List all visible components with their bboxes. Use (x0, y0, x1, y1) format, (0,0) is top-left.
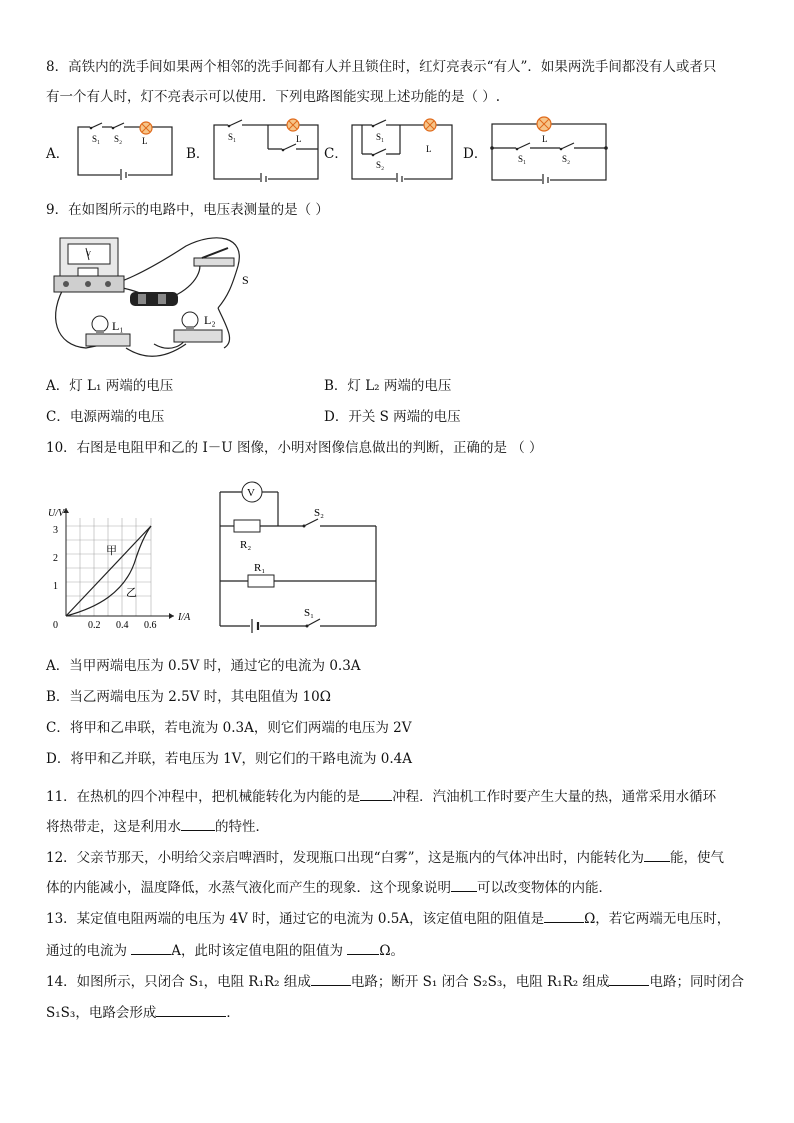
q13-line2 (46, 940, 404, 960)
q8-b-s1-label: S₁ (228, 132, 237, 142)
q10-graph-xlabel: I/A (178, 612, 191, 623)
q8-d-l-label: L (542, 134, 548, 144)
q13-line1 (46, 908, 730, 928)
q8-stem-line1: 8．高铁内的洗手间如果两个相邻的洗手间都有人并且锁住时，红灯亮表示“有人”．如果两洗手间都没有人或者只 (46, 59, 717, 75)
q13-text-5: Ω。 (379, 943, 405, 959)
q13-text-4: A，此时该定值电阻的阻值为 (171, 943, 348, 959)
q8-c-s2-label: S₂ (376, 160, 385, 170)
q10-option-a[interactable]: A．当甲两端电压为 0.5V 时，通过它的电流为 0.3A (46, 658, 361, 674)
q10-curve-jia-label: 甲 (106, 545, 117, 557)
q12-blank-2[interactable] (451, 877, 477, 892)
q12-line1 (46, 847, 724, 867)
q14-text-3: 电路；同时闭合 (649, 974, 744, 990)
q14-blank-2[interactable] (609, 971, 649, 986)
q8-a-s2-label: S₂ (114, 134, 123, 144)
q14-text-5: ． (226, 1005, 240, 1021)
q14-line2 (46, 1002, 240, 1022)
q11-line1 (46, 786, 716, 806)
q12-blank-1[interactable] (644, 847, 670, 862)
q9-option-a[interactable]: A．灯 L₁ 两端的电压 (46, 378, 174, 394)
q12-text-2: 能，使气 (669, 850, 724, 866)
q8-option-b-label[interactable]: B． (186, 146, 210, 162)
q10-stem: 10．右图是电阻甲和乙的 I－U 图像，小明对图像信息做出的判断，正确的是 （ ） (46, 440, 543, 456)
q10-circuit-diagram (212, 478, 382, 634)
q10-circuit-s2-label: S₂ (314, 507, 324, 519)
q11-text-3: 将热带走，这是利用水 (46, 819, 181, 835)
q8-stem-line2: 有一个有人时，灯不亮表示可以使用．下列电路图能实现上述功能的是（ ）. (46, 89, 501, 105)
q10-graph-ytick-0: 0 (53, 620, 58, 631)
q10-option-d[interactable]: D．将甲和乙并联，若电压为 1V，则它们的干路电流为 0.4A (46, 751, 412, 767)
q9-switch-label: S (242, 273, 249, 287)
q10-graph-ytick-2: 2 (53, 553, 58, 564)
q13-text-2: Ω，若它两端无电压时， (584, 911, 731, 927)
q13-text-3: 通过的电流为 (46, 943, 132, 959)
q14-blank-3[interactable] (156, 1002, 226, 1017)
q13-blank-1[interactable] (544, 908, 584, 923)
q12-line2 (46, 877, 612, 897)
q14-text-2: 电路；断开 S₁ 闭合 S₂S₃，电阻 R₁R₂ 组成 (350, 974, 610, 990)
q9-option-b[interactable]: B．灯 L₂ 两端的电压 (324, 378, 452, 394)
q11-line2 (46, 816, 269, 836)
q8-a-l-label: L (142, 136, 148, 146)
q8-b-l-label: L (296, 134, 302, 144)
q10-graph-ytick-3: 3 (53, 525, 58, 536)
q8-d-s2-label: S₂ (562, 154, 571, 164)
q11-text-2: 冲程．汽油机工作时要产生大量的热，通常采用水循环 (392, 789, 717, 805)
q10-circuit-r1-label: R₁ (254, 562, 266, 574)
q9-lamp2-label: L₂ (204, 313, 216, 327)
q14-text-1: 14．如图所示，只闭合 S₁，电阻 R₁R₂ 组成 (46, 974, 311, 990)
svg-text:V: V (86, 250, 92, 258)
q10-circuit-s1-label: S₁ (304, 607, 314, 619)
q8-d-s1-label: S₁ (518, 154, 527, 164)
q9-lamp1-label: L₁ (112, 319, 124, 333)
q10-graph-ytick-1: 1 (53, 581, 58, 592)
q10-option-b[interactable]: B．当乙两端电压为 2.5V 时，其电阻值为 10Ω (46, 689, 331, 705)
q10-curve-yi-label: 乙 (126, 587, 137, 599)
q8-option-c-label[interactable]: C． (324, 146, 348, 162)
q10-graph-ylabel: U/V (48, 508, 65, 519)
q8-a-s1-label: S₁ (92, 134, 101, 144)
q8-option-a-label[interactable]: A． (46, 146, 70, 162)
q13-text-1: 13．某定值电阻两端的电压为 4V 时，通过它的电流为 0.5A，该定值电阻的阻值是 (46, 911, 545, 927)
q9-option-d[interactable]: D．开关 S 两端的电压 (324, 409, 461, 425)
q8-c-l-label: L (426, 144, 432, 154)
q9-option-c[interactable]: C．电源两端的电压 (46, 409, 165, 425)
q10-graph-xtick-06: 0.6 (144, 620, 157, 631)
q9-stem: 9．在如图所示的电路中，电压表测量的是（ ） (46, 202, 329, 218)
q11-text-4: 的特性． (215, 819, 269, 835)
q8-option-d-label[interactable]: D． (463, 146, 488, 162)
q10-circuit-voltmeter-label: V (247, 487, 255, 499)
q8-c-s1-label: S₁ (376, 132, 385, 142)
q8-option-c-circuit (348, 116, 456, 182)
q10-option-c[interactable]: C．将甲和乙串联，若电流为 0.3A，则它们两端的电压为 2V (46, 720, 412, 736)
q10-curve-jia (66, 526, 151, 616)
q12-text-3: 体的内能减小，温度降低，水蒸气液化而产生的现象．这个现象说明 (46, 880, 451, 896)
q14-text-4: S₁S₃，电路会形成 (46, 1005, 157, 1021)
q8-option-d-circuit (488, 112, 610, 184)
q14-blank-1[interactable] (311, 971, 351, 986)
q13-blank-2[interactable] (131, 940, 171, 955)
q12-text-1: 12．父亲节那天，小明给父亲启啤酒时，发现瓶口出现“白雾”，这是瓶内的气体冲出时，内能转化为 (46, 850, 644, 866)
q8-option-b-circuit (210, 116, 322, 182)
q10-circuit-r2-label: R₂ (240, 539, 252, 551)
q10-graph-xtick-04: 0.4 (116, 620, 129, 631)
q11-text-1: 11．在热机的四个冲程中，把机械能转化为内能的是 (46, 789, 361, 805)
q8-option-a-circuit (72, 118, 177, 180)
q10-iu-graph (46, 498, 206, 634)
q13-blank-3[interactable] (347, 940, 379, 955)
q9-circuit-photo (46, 226, 258, 366)
q14-line1 (46, 971, 744, 991)
q11-blank-2[interactable] (181, 816, 215, 831)
q12-text-4: 可以改变物体的内能． (477, 880, 612, 896)
q10-graph-xtick-02: 0.2 (88, 620, 101, 631)
q11-blank-1[interactable] (360, 786, 392, 801)
